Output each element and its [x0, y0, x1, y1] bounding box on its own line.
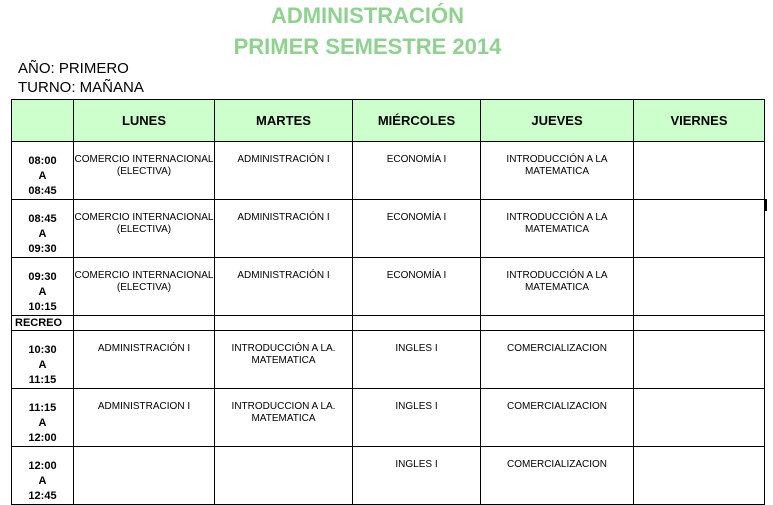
class-cell: INTRODUCCIÓN A LA. MATEMATICA	[215, 331, 353, 389]
class-cell: ADMINISTRACIÓN I	[215, 142, 353, 200]
time-cell: 11:15 A 12:00	[12, 389, 74, 447]
table-row	[12, 258, 765, 316]
day-header: VIERNES	[634, 100, 765, 142]
class-cell	[634, 389, 765, 447]
class-cell: COMERCIALIZACION	[481, 389, 634, 447]
header-row	[12, 100, 765, 142]
class-cell	[634, 258, 765, 316]
break-row	[12, 316, 765, 331]
break-cell	[74, 316, 215, 331]
time-cell: 12:00 A 12:45	[12, 447, 74, 505]
class-cell: COMERCIO INTERNACIONAL (ELECTIVA)	[74, 258, 215, 316]
day-header: MARTES	[215, 100, 353, 142]
shift-label: TURNO: MAÑANA	[18, 79, 144, 96]
break-cell	[634, 316, 765, 331]
day-header: LUNES	[74, 100, 215, 142]
schedule-table	[11, 99, 765, 505]
time-cell: 10:30 A 11:15	[12, 331, 74, 389]
class-cell: ADMINISTRACIÓN I	[215, 200, 353, 258]
table-row	[12, 200, 765, 258]
class-cell: INTRODUCCIÓN A LA MATEMATICA	[481, 200, 634, 258]
break-label: RECREO	[12, 316, 74, 331]
class-cell	[634, 331, 765, 389]
class-cell: ADMINISTRACIÓN I	[74, 331, 215, 389]
class-cell	[74, 447, 215, 505]
class-cell: COMERCIO INTERNACIONAL (ELECTIVA)	[74, 200, 215, 258]
class-cell: INTRODUCCION A LA. MATEMATICA	[215, 389, 353, 447]
class-cell: ADMINISTRACION I	[74, 389, 215, 447]
class-cell	[634, 142, 765, 200]
class-cell: INGLES I	[353, 331, 481, 389]
class-cell	[634, 447, 765, 505]
class-cell: ECONOMÍA I	[353, 142, 481, 200]
class-cell: COMERCIALIZACION	[481, 447, 634, 505]
day-header: JUEVES	[481, 100, 634, 142]
edge-marker	[764, 199, 767, 211]
time-cell: 08:45 A 09:30	[12, 200, 74, 258]
page-subtitle: PRIMER SEMESTRE 2014	[233, 34, 502, 59]
class-cell: ECONOMÍA I	[353, 200, 481, 258]
break-cell	[353, 316, 481, 331]
break-cell	[215, 316, 353, 331]
page-title: ADMINISTRACIÓN	[270, 3, 465, 28]
table-row	[12, 142, 765, 200]
time-cell: 08:00 A 08:45	[12, 142, 74, 200]
class-cell: INTRODUCCIÓN A LA MATEMATICA	[481, 142, 634, 200]
class-cell: INGLES I	[353, 447, 481, 505]
table-row	[12, 389, 765, 447]
class-cell: ECONOMÍA I	[353, 258, 481, 316]
class-cell: ADMINISTRACIÓN I	[215, 258, 353, 316]
class-cell: COMERCIO INTERNACIONAL (ELECTIVA)	[74, 142, 215, 200]
table-row	[12, 447, 765, 505]
class-cell: INTRODUCCIÓN A LA MATEMATICA	[481, 258, 634, 316]
class-cell	[215, 447, 353, 505]
class-cell: COMERCIALIZACION	[481, 331, 634, 389]
year-label: AÑO: PRIMERO	[18, 60, 129, 77]
class-cell	[634, 200, 765, 258]
corner-cell	[12, 100, 74, 142]
time-cell: 09:30 A 10:15	[12, 258, 74, 316]
table-row	[12, 331, 765, 389]
day-header: MIÉRCOLES	[353, 100, 481, 142]
class-cell: INGLES I	[353, 389, 481, 447]
break-cell	[481, 316, 634, 331]
